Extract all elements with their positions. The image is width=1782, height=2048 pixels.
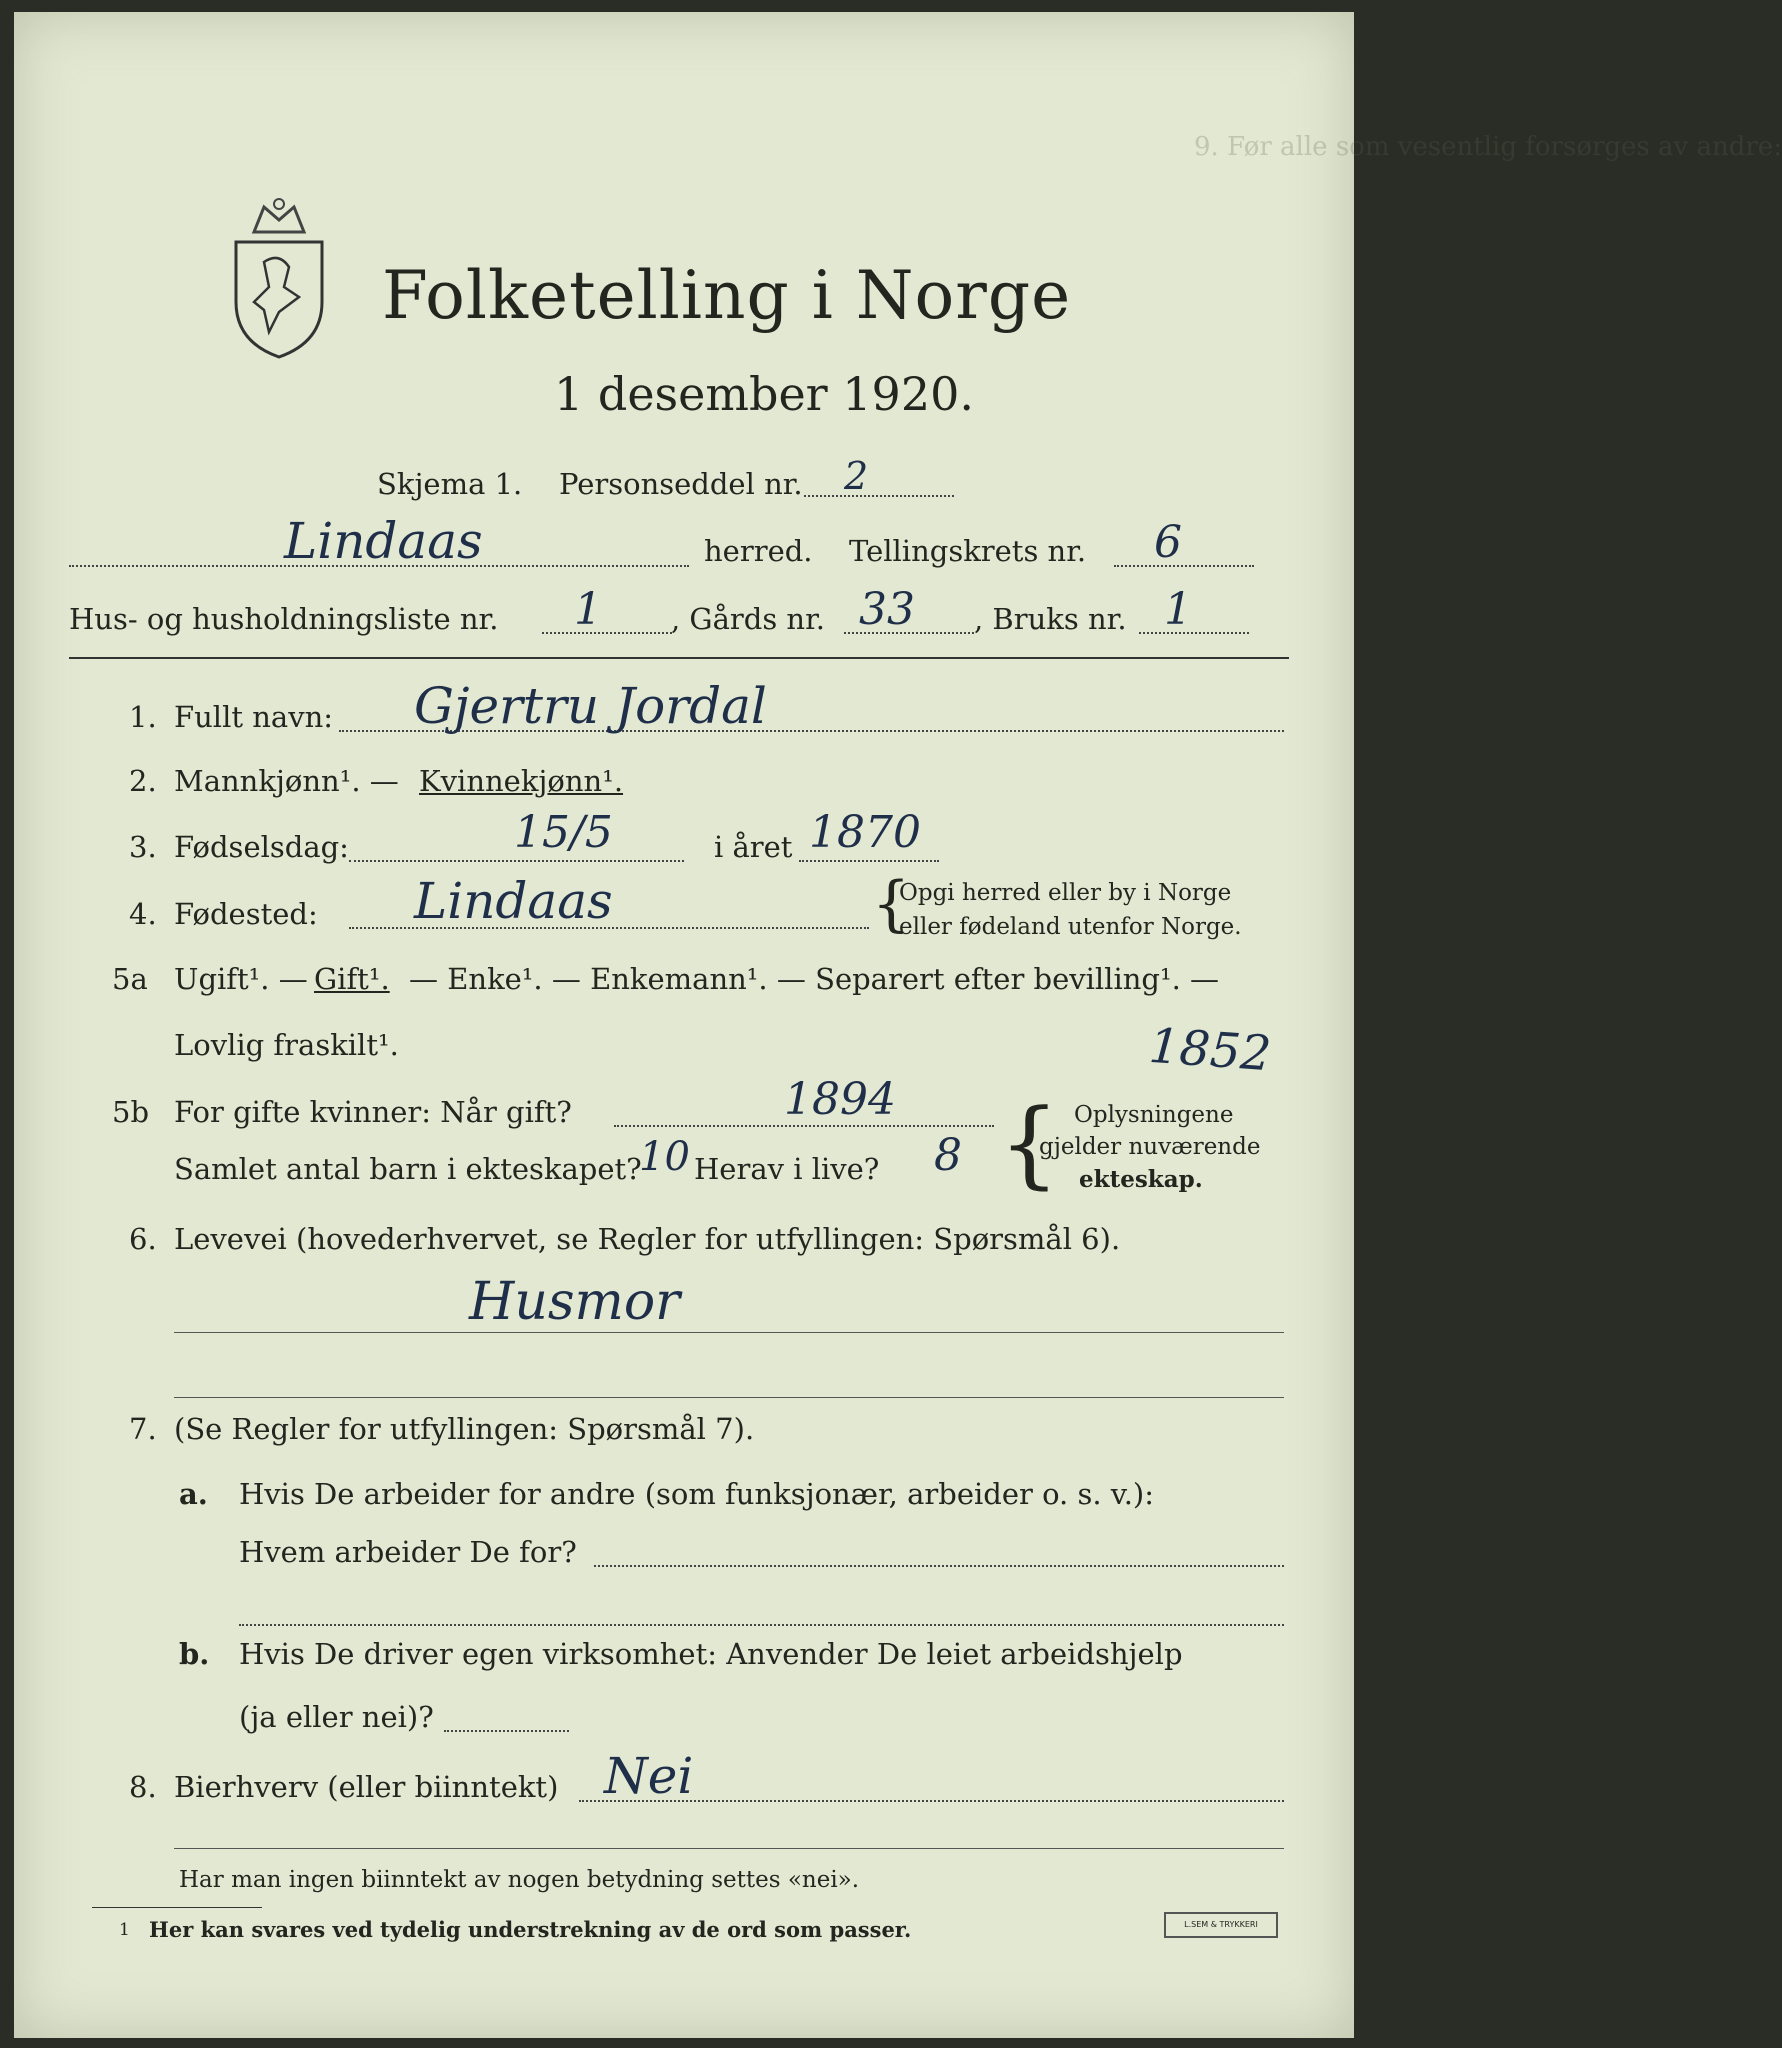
q1-value[interactable]: Gjertru Jordal xyxy=(414,677,767,735)
bruks-value[interactable]: 1 xyxy=(1164,584,1192,635)
q7a-number: a. xyxy=(179,1477,208,1511)
q7a-line-2[interactable] xyxy=(239,1624,1284,1626)
q7a-line[interactable] xyxy=(594,1565,1284,1567)
q4-bracket: { xyxy=(872,869,911,939)
q2-label-male: Mannkjønn¹. — xyxy=(174,764,399,798)
q5b-alive-value[interactable]: 8 xyxy=(934,1130,962,1181)
q1-label: Fullt navn: xyxy=(174,700,334,734)
census-form xyxy=(14,12,1782,2038)
footer-note: Har man ingen biinntekt av nogen betydning settes «nei». xyxy=(179,1867,860,1893)
q2-label-female[interactable]: Kvinnekjønn¹. xyxy=(419,764,624,798)
margin-note: 1852 xyxy=(1147,1017,1273,1083)
q5b-alive-label: Herav i live? xyxy=(694,1152,880,1186)
q4-value[interactable]: Lindaas xyxy=(414,872,613,930)
gards-label: , Gårds nr. xyxy=(671,602,825,636)
q5b-number: 5b xyxy=(112,1095,150,1129)
q5b-label: For gifte kvinner: Når gift? xyxy=(174,1095,572,1129)
q6-line-1 xyxy=(174,1332,1284,1333)
q8-number: 8. xyxy=(129,1770,157,1804)
q7b-label-2: (ja eller nei)? xyxy=(239,1700,434,1734)
q6-label: Levevei (hovederhvervet, se Regler for utfyllingen: Spørsmål 6). xyxy=(174,1222,1121,1256)
q8-value[interactable]: Nei xyxy=(604,1747,694,1805)
tellingskrets-line xyxy=(1114,565,1254,567)
q8-line-2 xyxy=(174,1848,1284,1849)
footnote-text: Her kan svares ved tydelig understrekning av de ord som passer. xyxy=(149,1917,912,1942)
q4-label: Fødested: xyxy=(174,897,318,931)
personseddel-value[interactable]: 2 xyxy=(844,454,869,498)
section-divider xyxy=(69,657,1289,659)
form-date: 1 desember 1920. xyxy=(554,367,974,421)
q5a-option-ugift[interactable]: Ugift¹. — xyxy=(174,962,308,996)
q5a-option-gift[interactable]: Gift¹. xyxy=(314,962,390,996)
q5a-option-fraskilt[interactable]: Lovlig fraskilt¹. xyxy=(174,1028,399,1062)
tellingskrets-label: Tellingskrets nr. xyxy=(849,534,1087,568)
q7-label: (Se Regler for utfyllingen: Spørsmål 7). xyxy=(174,1412,755,1446)
q6-number: 6. xyxy=(129,1222,157,1256)
personseddel-line xyxy=(804,495,954,497)
herred-value[interactable]: Lindaas xyxy=(284,512,483,570)
husliste-line xyxy=(542,632,672,634)
q5a-number: 5a xyxy=(112,962,148,996)
q8-label: Bierhverv (eller biinntekt) xyxy=(174,1770,559,1804)
q7b-line[interactable] xyxy=(444,1730,569,1732)
q7a-label: Hvis De arbeider for andre (som funksjonær, arbeider o. s. v.): xyxy=(239,1477,1155,1511)
footnote-rule xyxy=(92,1907,262,1908)
q7-number: 7. xyxy=(129,1412,157,1446)
bruks-label: , Bruks nr. xyxy=(974,602,1127,636)
q5b-bracket: { xyxy=(999,1089,1060,1199)
tellingskrets-value[interactable]: 6 xyxy=(1154,517,1182,568)
q3-year-line xyxy=(799,860,939,862)
q7a-label-2: Hvem arbeider De for? xyxy=(239,1535,577,1569)
herred-label: herred. xyxy=(704,534,813,568)
q3-label: Fødselsdag: xyxy=(174,830,349,864)
bleed-through-text: 9. Før alle som vesentlig forsørges av andre: xyxy=(1194,132,1782,162)
q3-year-value[interactable]: 1870 xyxy=(809,807,921,858)
bruks-line xyxy=(1139,632,1249,634)
gards-value[interactable]: 33 xyxy=(859,584,915,635)
form-title: Folketelling i Norge xyxy=(382,257,1072,334)
q3-year-label: i året xyxy=(714,830,793,864)
q3-value[interactable]: 15/5 xyxy=(514,807,613,858)
printer-stamp: L.SEM & TRYKKERI xyxy=(1164,1912,1278,1938)
q2-number: 2. xyxy=(129,764,157,798)
q5b-note-2: gjelder nuværende xyxy=(1039,1134,1261,1160)
q5b-value[interactable]: 1894 xyxy=(784,1074,896,1125)
q4-number: 4. xyxy=(129,897,157,931)
q5a-options-rest[interactable]: — Enke¹. — Enkemann¹. — Separert efter bevilling¹. — xyxy=(409,962,1220,996)
coat-of-arms-icon xyxy=(224,192,334,362)
q5b-note-1: Oplysningene xyxy=(1074,1102,1234,1128)
schema-label: Skjema 1. xyxy=(377,467,523,501)
q5b-note-3: ekteskap. xyxy=(1079,1166,1203,1193)
personseddel-label: Personseddel nr. xyxy=(559,467,803,501)
q5b-children-label: Samlet antal barn i ekteskapet? xyxy=(174,1152,642,1186)
q3-number: 3. xyxy=(129,830,157,864)
q4-note-1: Opgi herred eller by i Norge xyxy=(899,880,1232,906)
q5b-children-value[interactable]: 10 xyxy=(639,1134,690,1180)
q6-value[interactable]: Husmor xyxy=(469,1272,680,1332)
q6-line-2 xyxy=(174,1397,1284,1398)
q7b-number: b. xyxy=(179,1637,210,1671)
q5b-line xyxy=(614,1125,994,1127)
q3-line xyxy=(349,860,684,862)
footnote-mark: 1 xyxy=(119,1920,130,1940)
husliste-value[interactable]: 1 xyxy=(574,584,602,635)
husliste-label: Hus- og husholdningsliste nr. xyxy=(69,602,499,636)
q1-number: 1. xyxy=(129,700,157,734)
q4-note-2: eller fødeland utenfor Norge. xyxy=(899,914,1242,940)
q7b-label: Hvis De driver egen virksomhet: Anvender De leiet arbeidshjelp xyxy=(239,1637,1183,1671)
